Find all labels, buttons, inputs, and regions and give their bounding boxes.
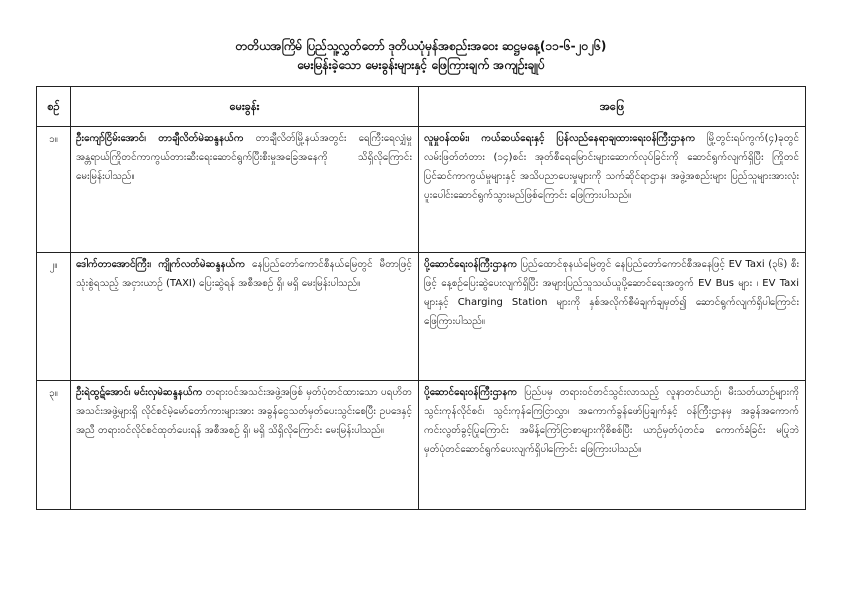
document-title: တတိယအကြိမ် ပြည်သူ့လွှတ်တော် ဒုတိယပုံမှန်အစည်းအဝေး ဆဋ္ဌမနေ့(၁၁-၆-၂၀၂၆) xyxy=(235,39,607,53)
question-text: နေပြည်တော်ကောင်စီနယ်မြေတွင် မီတာဖြင့်သုံးစွဲရသည့် အငှားယာဉ် (TAXI) ပြေးဆွဲရန် အစီအစဉ် ရှိ၊ မရှိ မေးမြန်းပါသည်။ xyxy=(76,259,412,289)
table-row xyxy=(37,381,806,510)
table-row xyxy=(37,253,806,381)
row-number: ၁။ xyxy=(37,127,71,253)
answering-ministry: ပို့ဆောင်ရေးဝန်ကြီးဌာနက xyxy=(424,259,518,270)
row-number: ၃။ xyxy=(37,381,71,510)
answering-ministry: လူမှုဝန်ထမ်း၊ ကယ်ဆယ်ရေးနှင့် ပြန်လည်နေရာချထားရေးဝန်ကြီးဌာနက xyxy=(424,133,696,144)
answer-cell xyxy=(419,127,806,253)
answer-text: ပြည်ပမှ တရားဝင်တင်သွင်းလာသည့် လူနာတင်ယာဉ်၊ မီးသတ်ယာဉ်များကို သွင်းကုန်လိုင်စင်၊ သွင်းကုန်ကြေငြာလွှာ၊ အကောက်ခွန်ဖော်ပြချက်နှင့် ဝန်ကြီးဌာနမှ အခွန်အကောက်ကင်းလွတ်ခွင့်ပြုကြောင်း အမိန့်ကြော်ငြာစာများကိုစိစစ်ပြီး ယာဉ်မှတ်ပုံတင်ခ ကောက်ခံခြင်း မပြုဘဲ မှတ်ပုံတင်ဆောင်ရွက်ပေးလျက်ရှိပါကြောင်း ဖြေကြားပါသည်။ xyxy=(424,387,799,455)
row-number: ၂။ xyxy=(37,253,71,381)
answer-text: ပြည်ထောင်စုနယ်မြေတွင် နေပြည်တော်ကောင်စီအနေဖြင့် EV Taxi (၃၆) စီးဖြင့် နေ့စဉ်ပြေးဆွဲပေးလျက်ရှိပြီး အများပြည်သူသယ်ယူပို့ဆောင်ရေးအတွက် EV Bus များ ၊ EV Taxi များနှင့် Charging Station များကို နှစ်အလိုက်စီမံချက်ချမှတ်၍ ဆောင်ရွက်လျက်ရှိပါကြောင်း ဖြေကြားပါသည်။ xyxy=(424,259,799,327)
answering-ministry: ပို့ဆောင်ရေးဝန်ကြီးဌာနက xyxy=(424,387,518,398)
table-header-row xyxy=(37,87,806,127)
answer-text: မြို့တွင်းရပ်ကွက်(၄)ခုတွင် လမ်းဖြတ်တံတား (၁၄)စင်း အုတ်စီရေမြောင်းများဆောက်လုပ်ခြင်းကို ဆောင်ရွက်လျက်ရှိပြီး ကြိုတင်ပြင်ဆင်ကာကွယ်မှုများနှင့် အသိပညာပေးမှုများကို သက်ဆိုင်ရာဌာန၊ အဖွဲ့အစည်းများ ပြည်သူများအားလုံးပူးပေါင်းဆောင်ရွက်သွားမည်ဖြစ်ကြောင်း ဖြေကြားပါသည်။ xyxy=(424,133,799,201)
questioner-name: ဦးရဲထွဋ်အောင်၊ မင်းလှမဲဆန္ဒနယ်က xyxy=(76,387,203,398)
qa-table xyxy=(36,86,806,510)
question-cell xyxy=(71,381,419,510)
questioner-name: ဒေါက်တာအောင်ကြီး၊ ကျိုက်လတ်မဲဆန္ဒနယ်က xyxy=(76,259,246,270)
header-answer: အဖြေ xyxy=(419,87,806,127)
answer-cell xyxy=(419,253,806,381)
answer-cell xyxy=(419,381,806,510)
question-cell xyxy=(71,253,419,381)
questioner-name: ဦးကျော်ငြိမ်းအောင်၊ တာချီလိတ်မဲဆန္ဒနယ်က xyxy=(76,133,244,144)
question-text: တရားဝင်အသင်းအဖွဲ့အဖြစ် မှတ်ပုံတင်ထားသော ပရဟိတအသင်းအဖွဲ့များရှိ လိုင်စင်မဲ့မော်တော်ကားများအား အခွန်ငွေသတ်မှတ်ပေးသွင်းစေပြီး ဥပဒေနှင့်အညီ တရားဝင်လိုင်စင်ထုတ်ပေးရန် အစီအစဉ် ရှိ၊ မရှိ သိရှိလိုကြောင်း မေးမြန်းပါသည်။ xyxy=(76,387,413,436)
header-question: မေးခွန်း xyxy=(71,87,419,127)
question-text: တာချီလိတ်မြို့နယ်အတွင်း ရေကြီးရေလျှံမှု အန္တရာယ်ကြိုတင်ကာကွယ်တားဆီးရေးဆောင်ရွက်ပြီးစီးမှုအခြေအနေကို သိရှိလိုကြောင်း မေးမြန်းပါသည်။ xyxy=(76,133,412,182)
table-row xyxy=(37,127,806,253)
question-cell xyxy=(71,127,419,253)
header-no: စဉ် xyxy=(37,87,71,127)
document-subtitle: မေးမြန်းခဲ့သော မေးခွန်းများနှင့် ဖြေကြားချက် အကျဉ်းချုပ် xyxy=(297,58,545,72)
